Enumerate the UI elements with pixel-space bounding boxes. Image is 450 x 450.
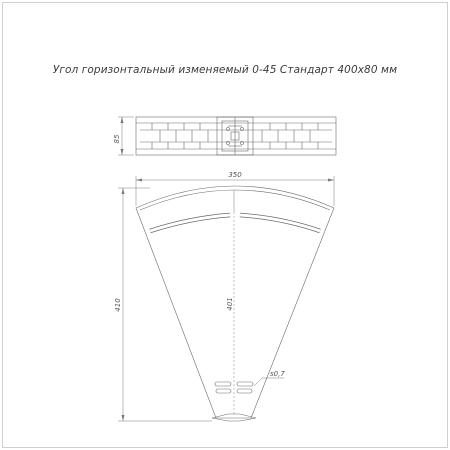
small-slot-3 bbox=[216, 389, 231, 393]
dimension-thickness: s0,7 bbox=[270, 370, 285, 378]
apex-connector bbox=[212, 414, 256, 421]
dimension-chord-width: 350 bbox=[228, 171, 242, 179]
sector-outline bbox=[136, 186, 334, 418]
dimension-side-height: 85 bbox=[113, 134, 121, 144]
side-view bbox=[136, 117, 336, 155]
small-slot-1 bbox=[215, 382, 231, 386]
dimension-total-height: 410 bbox=[114, 298, 122, 312]
drawing-title: Угол горизонтальный изменяемый 0-45 Стандарт 400х80 мм bbox=[52, 64, 398, 76]
top-view bbox=[136, 186, 334, 421]
dimension-lines bbox=[118, 117, 334, 421]
small-slot-4 bbox=[237, 389, 252, 393]
small-slot-2 bbox=[237, 382, 253, 386]
dimension-inner-length: 401 bbox=[226, 297, 234, 311]
